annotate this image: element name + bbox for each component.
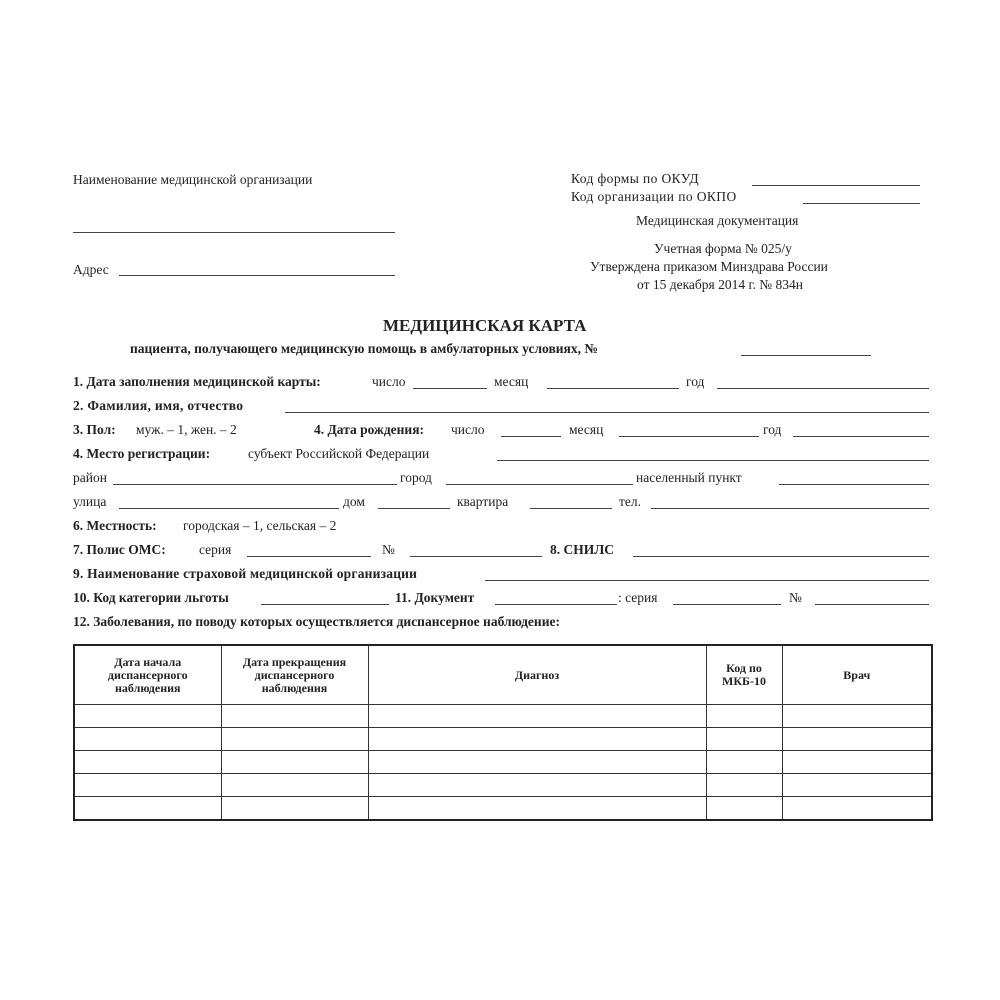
header-doctor: Врач xyxy=(782,645,932,705)
table-cell[interactable] xyxy=(368,797,706,821)
table-cell[interactable] xyxy=(74,728,221,751)
okud-input[interactable] xyxy=(752,185,920,186)
district-input[interactable] xyxy=(113,484,397,485)
okpo-input[interactable] xyxy=(803,203,920,204)
org-name-input[interactable] xyxy=(73,232,395,233)
org-name-label: Наименование медицинской организации xyxy=(73,172,313,187)
document-input[interactable] xyxy=(495,604,617,605)
document-series-input[interactable] xyxy=(673,604,781,605)
table-cell[interactable] xyxy=(368,728,706,751)
document-number-label: № xyxy=(789,590,802,605)
table-cell[interactable] xyxy=(368,774,706,797)
sex-value: муж. – 1, жен. – 2 xyxy=(136,422,237,437)
settlement-input[interactable] xyxy=(779,484,929,485)
benefit-code-label: 10. Код категории льготы xyxy=(73,590,229,605)
form-number: Учетная форма № 025/у xyxy=(654,241,792,256)
card-title: МЕДИЦИНСКАЯ КАРТА xyxy=(383,316,587,335)
fill-day-input[interactable] xyxy=(413,388,487,389)
address-label: Адрес xyxy=(73,262,109,277)
table-cell[interactable] xyxy=(782,797,932,821)
document-label: 11. Документ xyxy=(395,590,475,605)
okpo-label: Код организации по ОКПО xyxy=(571,189,737,204)
insurer-label: 9. Наименование страховой медицинской организации xyxy=(73,566,418,581)
table-row xyxy=(74,774,932,797)
table-row xyxy=(74,705,932,728)
fill-month-input[interactable] xyxy=(547,388,679,389)
header-end-date: Дата прекращения диспансерного наблюдения xyxy=(221,645,368,705)
approved-text: Утверждена приказом Минздрава России xyxy=(590,259,828,274)
oms-series-label: серия xyxy=(199,542,232,557)
locality-label: 6. Местность: xyxy=(73,518,157,533)
snils-label: 8. СНИЛС xyxy=(550,542,615,557)
oms-number-input[interactable] xyxy=(410,556,542,557)
approved-date: от 15 декабря 2014 г. № 834н xyxy=(637,277,804,292)
insurer-input[interactable] xyxy=(485,580,929,581)
city-input[interactable] xyxy=(446,484,633,485)
oms-number-label: № xyxy=(382,542,395,557)
table-row xyxy=(74,797,932,821)
birth-day-label: число xyxy=(451,422,485,437)
house-input[interactable] xyxy=(378,508,450,509)
birth-year-input[interactable] xyxy=(793,436,929,437)
fill-date-label: 1. Дата заполнения медицинской карты: xyxy=(73,374,321,389)
header-icd-code: Код по МКБ-10 xyxy=(706,645,782,705)
birth-month-input[interactable] xyxy=(619,436,759,437)
card-subtitle: пациента, получающего медицинскую помощь в амбулаторных условиях, № xyxy=(130,341,598,356)
oms-label: 7. Полис ОМС: xyxy=(73,542,166,557)
table-cell[interactable] xyxy=(706,797,782,821)
table-cell[interactable] xyxy=(368,705,706,728)
diseases-label: 12. Заболевания, по поводу которых осуществляется диспансерное наблюдение: xyxy=(73,614,560,629)
fill-month-label: месяц xyxy=(494,374,529,389)
table-cell[interactable] xyxy=(74,797,221,821)
table-cell[interactable] xyxy=(221,705,368,728)
phone-label: тел. xyxy=(619,494,642,509)
benefit-code-input[interactable] xyxy=(261,604,389,605)
med-doc-label: Медицинская документация xyxy=(636,213,799,228)
subject-input[interactable] xyxy=(497,460,929,461)
header-diagnosis: Диагноз xyxy=(368,645,706,705)
table-cell[interactable] xyxy=(221,797,368,821)
fullname-input[interactable] xyxy=(285,412,929,413)
table-cell[interactable] xyxy=(221,751,368,774)
table-cell[interactable] xyxy=(74,774,221,797)
table-cell[interactable] xyxy=(782,751,932,774)
apartment-input[interactable] xyxy=(530,508,612,509)
fill-year-label: год xyxy=(686,374,705,389)
birth-date-label: 4. Дата рождения: xyxy=(314,422,424,437)
settlement-label: населенный пункт xyxy=(636,470,742,485)
table-cell[interactable] xyxy=(74,751,221,774)
table-cell[interactable] xyxy=(221,774,368,797)
table-cell[interactable] xyxy=(782,728,932,751)
table-cell[interactable] xyxy=(782,705,932,728)
birth-month-label: месяц xyxy=(569,422,604,437)
registration-label: 4. Место регистрации: xyxy=(73,446,211,461)
table-cell[interactable] xyxy=(706,728,782,751)
address-input[interactable] xyxy=(119,275,395,276)
snils-input[interactable] xyxy=(633,556,929,557)
dispensary-table xyxy=(73,644,933,821)
okud-label: Код формы по ОКУД xyxy=(571,171,700,186)
document-number-input[interactable] xyxy=(815,604,929,605)
table-cell[interactable] xyxy=(706,705,782,728)
street-input[interactable] xyxy=(119,508,339,509)
birth-day-input[interactable] xyxy=(501,436,561,437)
fullname-label: 2. Фамилия, имя, отчество xyxy=(73,398,244,413)
table-cell[interactable] xyxy=(368,751,706,774)
document-series-label: : серия xyxy=(618,590,658,605)
table-cell[interactable] xyxy=(221,728,368,751)
city-label: город xyxy=(400,470,432,485)
table-row xyxy=(74,728,932,751)
street-label: улица xyxy=(73,494,107,509)
house-label: дом xyxy=(343,494,365,509)
table-cell[interactable] xyxy=(706,774,782,797)
table-cell[interactable] xyxy=(782,774,932,797)
oms-series-input[interactable] xyxy=(247,556,371,557)
district-label: район xyxy=(73,470,107,485)
table-cell[interactable] xyxy=(706,751,782,774)
locality-value: городская – 1, сельская – 2 xyxy=(183,518,337,533)
fill-day-label: число xyxy=(372,374,406,389)
phone-input[interactable] xyxy=(651,508,929,509)
fill-year-input[interactable] xyxy=(717,388,929,389)
card-number-input[interactable] xyxy=(741,355,871,356)
birth-year-label: год xyxy=(763,422,782,437)
table-cell[interactable] xyxy=(74,705,221,728)
sex-label: 3. Пол: xyxy=(73,422,116,437)
table-row xyxy=(74,751,932,774)
subject-label: субъект Российской Федерации xyxy=(248,446,430,461)
header-start-date: Дата начала диспансерного наблюдения xyxy=(74,645,221,705)
apartment-label: квартира xyxy=(457,494,509,509)
